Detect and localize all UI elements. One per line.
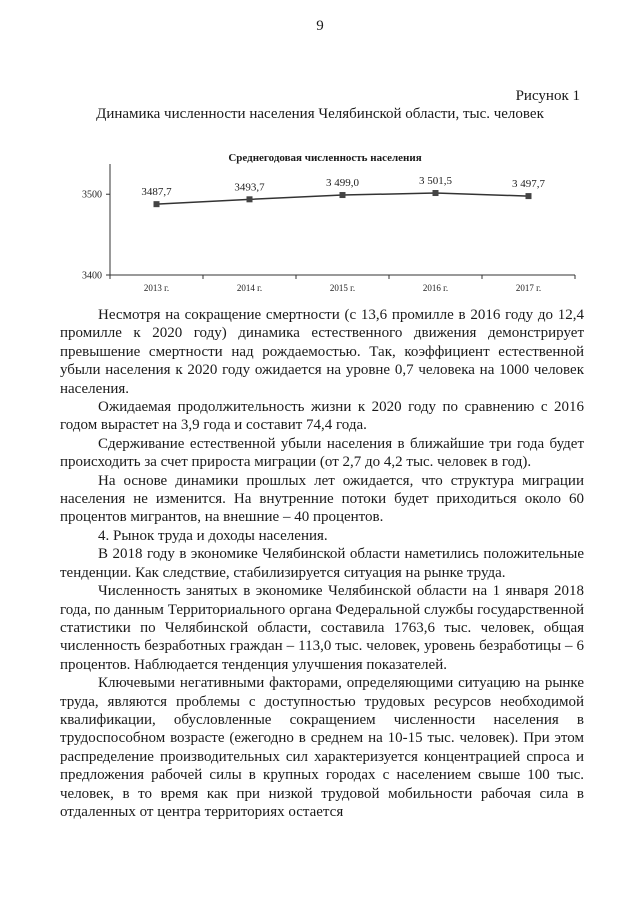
- paragraph-mortality: Несмотря на сокращение смертности (с 13,6 промилле в 2016 году до 12,4 промилле к 2020 году) динамика естественного движения демонстрирует превышение смертности над рождаемостью. Так, коэффициент естественной убыли населения к 2020 году ожидается на уровне 0,7 человека на 1000 человек населения.: [60, 307, 584, 397]
- data-point: [154, 201, 160, 207]
- paragraph-migration-structure: На основе динамики прошлых лет ожидается, что структура миграции населения не изменится. На внутренние потоки будет приходиться около 60 процентов мигрантов, на внешние – 40 процентов.: [60, 472, 584, 526]
- y-tick-label: 3500: [82, 189, 102, 201]
- paragraph-negative-factors: Ключевыми негативными факторами, определяющими ситуацию на рынке труда, являются проблемы с доступностью трудовых ресурсов необходимой квалификации, обусловленные сокращением численности населения в трудоспособном возрасте (ежегодно в среднем на 10-15 тыс. человек). При этом распределение производительных сил характеризуется концентрацией спроса и предложения рабочей силы в крупных городах с населением свыше 100 тыс. человек, в то время как при низкой трудовой мобильности рабочая сила в отдаленных от центра территориях остается: [60, 675, 584, 820]
- data-point: [247, 196, 253, 202]
- x-tick-label: 2014 г.: [236, 283, 263, 293]
- figure-label: Рисунок 1: [515, 88, 580, 104]
- paragraph-migration-growth: Сдерживание естественной убыли населения в ближайшие три года будет происходить за счет прироста миграции (от 2,7 до 4,2 тыс. человек в год).: [60, 435, 584, 471]
- data-label: 3493,7: [234, 181, 265, 194]
- data-point: [433, 190, 439, 196]
- x-tick-label: 2017 г.: [515, 283, 542, 293]
- data-label: 3487,7: [141, 186, 172, 199]
- paragraph-life-expectancy: Ожидаемая продолжительность жизни к 2020 году по сравнению с 2016 годом вырастет на 3,9 года и составит 74,4 года.: [60, 399, 584, 434]
- data-label: 3 499,0: [326, 177, 359, 190]
- y-tick-label: 3400: [82, 270, 102, 282]
- paragraph-employment: Численность занятых в экономике Челябинской области на 1 января 2018 года, по данным Территориального органа Федеральной службы государственной статистики по Челябинской области, составила 1763,6 тыс. человек, общая численность безработных граждан – 113,0 тыс. человек, уровень безработицы – 6 процентов. Наблюдается тенденция улучшения показателей.: [60, 583, 584, 673]
- chart-svg: [70, 140, 580, 300]
- x-tick-label: 2016 г.: [422, 283, 449, 293]
- data-label: 3 501,5: [419, 175, 452, 188]
- chart-title: Среднегодовая численность населения: [228, 152, 422, 164]
- paragraph-positive-trends: В 2018 году в экономике Челябинской области наметились положительные тенденции. Как следствие, стабилизируется ситуация на рынке труда.: [60, 546, 584, 581]
- page-number: 9: [316, 18, 324, 34]
- data-point: [340, 192, 346, 198]
- section-heading-labour-market: 4. Рынок труда и доходы населения.: [98, 527, 328, 544]
- body-text: [60, 306, 584, 821]
- population-chart: [70, 140, 580, 300]
- figure-caption: Динамика численности населения Челябинской области, тыс. человек: [96, 106, 544, 122]
- data-point: [526, 193, 532, 199]
- x-tick-label: 2015 г.: [329, 283, 356, 293]
- x-tick-label: 2013 г.: [143, 283, 170, 293]
- data-label: 3 497,7: [512, 178, 545, 191]
